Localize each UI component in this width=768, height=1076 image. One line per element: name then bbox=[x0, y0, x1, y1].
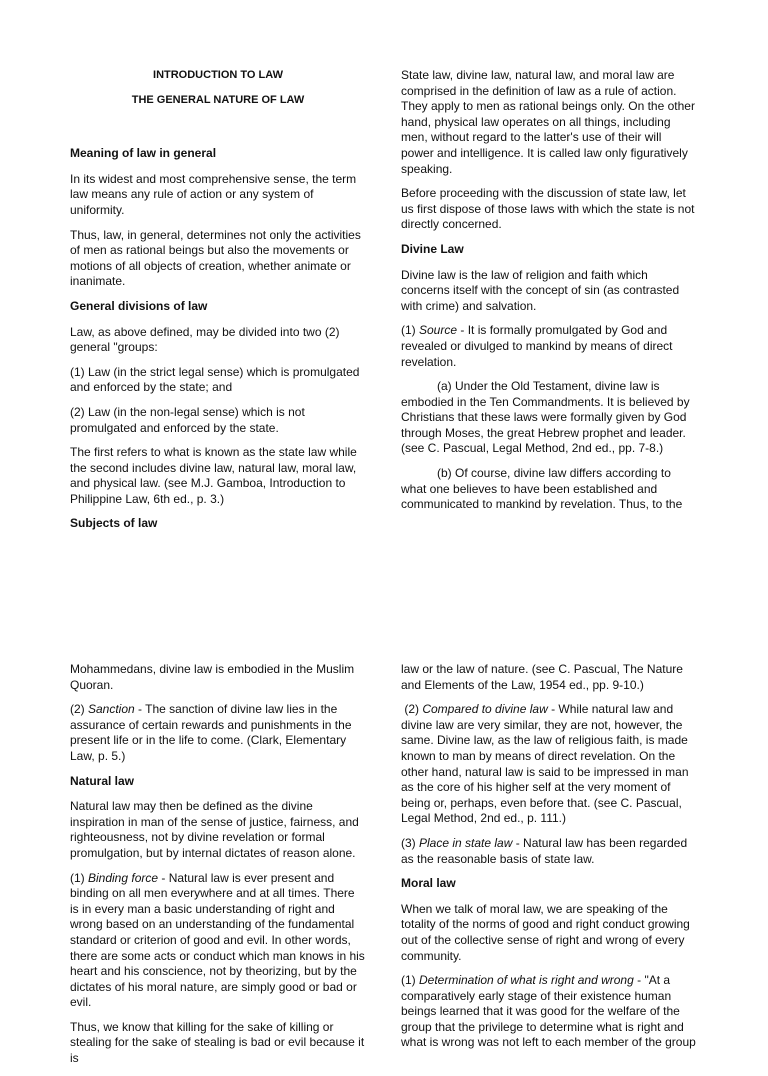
paragraph: The first refers to what is known as the state law while the second includes divine law, natural law, moral law, and physical law. (see M.J. Gamboa, Introduction to Philippine Law, 6th ed., p. 3.) bbox=[70, 445, 357, 506]
paragraph: Law, as above defined, may be divided into two (2) general "groups: bbox=[70, 324, 340, 355]
paragraph-sanction bbox=[70, 702, 366, 764]
item-number: (3) bbox=[401, 835, 419, 850]
document-subtitle: THE GENERAL NATURE OF LAW bbox=[131, 93, 305, 106]
paragraph: Thus, law, in general, determines not only the activities of men as rational beings but also the movements or motions of all objects of creation, whether animate or inanimate. bbox=[70, 227, 361, 289]
item-text: - Natural law has been regarded as the reasonable basis of state law. bbox=[401, 835, 688, 866]
paragraph: Divine law is the law of religion and faith which concerns itself with the concept of sin (as contrasted with crime) and salvation. bbox=[401, 267, 680, 313]
item-text: - It is formally promulgated by God and revealed or divulged to mankind by means of direct revelation. bbox=[401, 323, 673, 369]
paragraph-compared bbox=[401, 702, 697, 827]
item-number: (1) bbox=[401, 323, 419, 338]
item-number: (1) bbox=[401, 973, 419, 988]
page2-right-column bbox=[401, 662, 697, 1060]
item-text: - Natural law is ever present and binding on all men everywhere and at all times. There is in every man a basic understanding of right and wrong based on an understanding of the fundamental standard or criterion of good and evil. In other words, there are some acts or conduct which man knows in his heart and his conscience, not by theorizing, but by the dictates of his moral nature, are simply good or bad or evil. bbox=[70, 870, 365, 1010]
paragraph-place bbox=[401, 836, 697, 867]
paragraph: Mohammedans, divine law is embodied in the Muslim Quoran. bbox=[70, 662, 355, 692]
paragraph-binding-force bbox=[70, 871, 366, 1011]
item-term: Place in state law bbox=[419, 835, 513, 850]
item-term: Binding force bbox=[88, 870, 159, 885]
heading-natural-law: Natural law bbox=[70, 773, 135, 788]
paragraph: In its widest and most comprehensive sense, the term law means any rule of action or any system of uniformity. bbox=[70, 171, 357, 217]
heading-meaning: Meaning of law in general bbox=[70, 146, 217, 161]
paragraph: Thus, we know that killing for the sake of killing or stealing for the sake of stealing is bad or evil because it is bbox=[70, 1019, 365, 1066]
page1-left-column bbox=[70, 68, 366, 542]
item-term: Compared to divine law bbox=[422, 702, 548, 717]
heading-subjects: Subjects of law bbox=[70, 516, 158, 531]
heading-divisions: General divisions of law bbox=[70, 298, 208, 313]
page2-left-column bbox=[70, 662, 366, 1076]
page1-right-column bbox=[401, 68, 697, 522]
item-term: Source bbox=[419, 323, 458, 338]
paragraph: When we talk of moral law, we are speaking of the totality of the norms of good and right conduct growing out of the collective sense of right and wrong of every community. bbox=[401, 901, 690, 963]
paragraph: Before proceeding with the discussion of state law, let us first dispose of those laws with which the state is not directly concerned. bbox=[401, 186, 695, 232]
paragraph-determination bbox=[401, 973, 697, 1051]
item-text: - "At a comparatively early stage of their existence human beings learned that it was good for the welfare of the group that the privilege to determine what is right and what is wrong was not left to each member of the group bbox=[401, 973, 696, 1050]
paragraph: (a) Under the Old Testament, divine law is embodied in the Ten Commandments. It is believed by Christians that these laws were formally given by God through Moses, the great Hebrew prophet and leader. (see C. Pascual, Legal Method, 2nd ed., pp. 7-8.) bbox=[401, 379, 690, 456]
heading-moral-law: Moral law bbox=[401, 876, 456, 891]
paragraph-source bbox=[401, 323, 697, 370]
item-number: (2) bbox=[70, 702, 88, 717]
paragraph: State law, divine law, natural law, and moral law are comprised in the definition of law as a rule of action. They apply to men as rational beings only. On the other hand, physical law operates on all things, including men, without regard to the latter's use of their will power and intelligence. It is called law only figuratively speaking. bbox=[401, 68, 695, 176]
item-text: - The sanction of divine law lies in the assurance of certain rewards and punishments in the present life or in the life to come. (Clark, Elementary Law, p. 5.) bbox=[70, 702, 352, 763]
heading-divine-law: Divine Law bbox=[401, 241, 464, 256]
paragraph: Natural law may then be defined as the divine inspiration in man of the sense of justice, fairness, and righteousness, not by divine revelation or formal promulgation, but by internal dictates of reason alone. bbox=[70, 799, 359, 860]
item-term: Sanction bbox=[88, 702, 135, 717]
document-title: INTRODUCTION TO LAW bbox=[153, 69, 283, 81]
item-text: - While natural law and divine law are very similar, they are not, however, the same. Divine law, as the law of religious faith, is made known to man by means of direct revelation. On the other hand, natural law is said to be impressed in man as the core of his higher self at the very moment of being or, perhaps, even before that. (see C. Pascual, Legal Method, 2nd ed., p. 111.) bbox=[401, 702, 689, 826]
item-number: (1) bbox=[70, 870, 88, 885]
item-number: (2) bbox=[401, 702, 423, 717]
paragraph: law or the law of nature. (see C. Pascual, The Nature and Elements of the Law, 1954 ed., pp. 9-10.) bbox=[401, 662, 683, 692]
paragraph: (2) Law (in the non-legal sense) which is not promulgated and enforced by the state. bbox=[70, 404, 305, 435]
item-term: Determination of what is right and wrong bbox=[419, 973, 634, 988]
paragraph: (1) Law (in the strict legal sense) which is promulgated and enforced by the state; and bbox=[70, 364, 360, 395]
paragraph: (b) Of course, divine law differs according to what one believes to have been established and communicated to mankind by revelation. Thus, to the bbox=[401, 466, 683, 512]
